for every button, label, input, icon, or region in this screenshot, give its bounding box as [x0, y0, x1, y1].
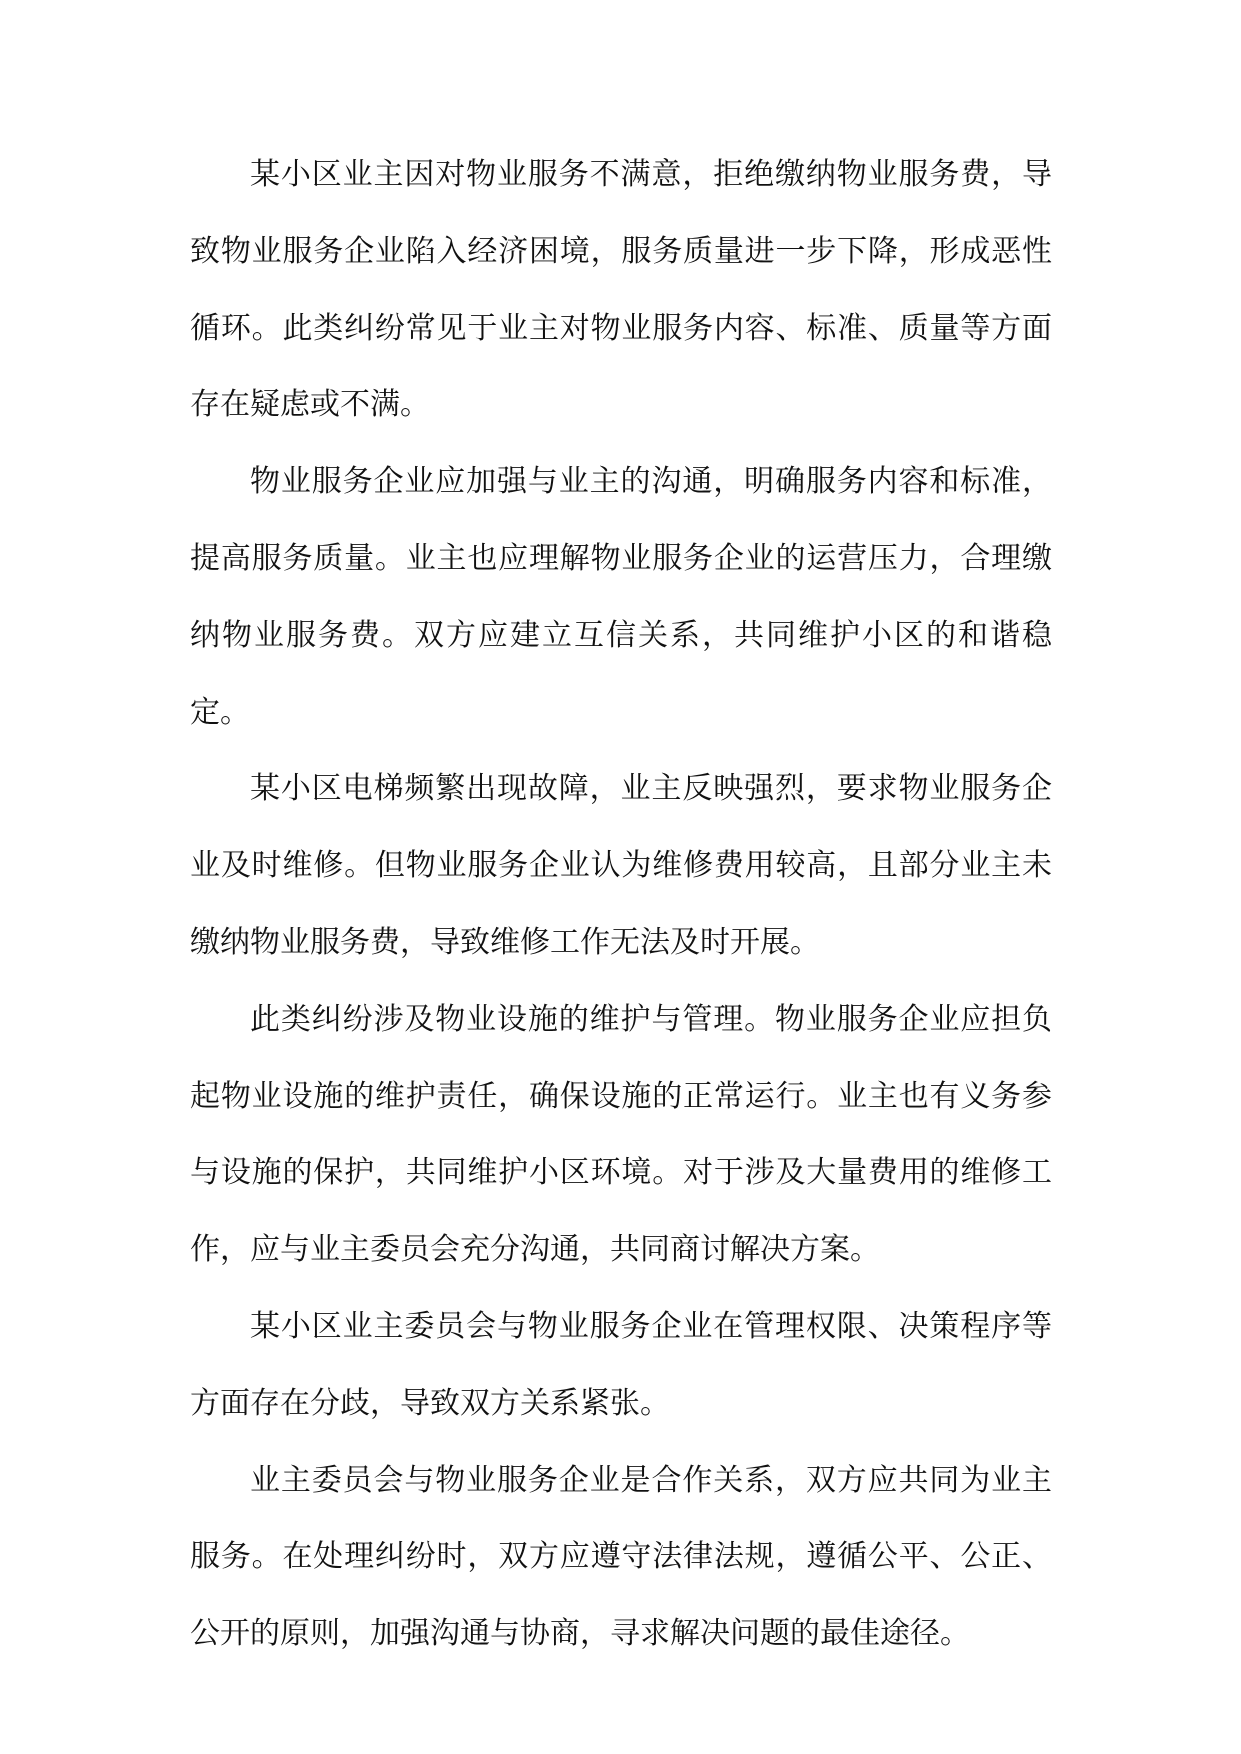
paragraph-6: 业主委员会与物业服务企业是合作关系，双方应共同为业主服务。在处理纠纷时，双方应遵守法律法规，遵循公平、公正、公开的原则，加强沟通与协商，寻求解决问题的最佳途径。 — [190, 1462, 1052, 1652]
paragraph-4: 此类纠纷涉及物业设施的维护与管理。物业服务企业应担负起物业设施的维护责任，确保设施的正常运行。业主也有义务参与设施的保护，共同维护小区环境。对于涉及大量费用的维修工作，应与业主委员会充分沟通，共同商讨解决方案。 — [190, 1001, 1052, 1268]
paragraph-5: 某小区业主委员会与物业服务企业在管理权限、决策程序等方面存在分歧，导致双方关系紧张。 — [190, 1308, 1052, 1421]
paragraph-2: 物业服务企业应加强与业主的沟通，明确服务内容和标准，提高服务质量。业主也应理解物业服务企业的运营压力，合理缴纳物业服务费。双方应建立互信关系，共同维护小区的和谐稳定。 — [190, 464, 1052, 730]
document-body — [190, 137, 1052, 1673]
paragraph-3: 某小区电梯频繁出现故障，业主反映强烈，要求物业服务企业及时维修。但物业服务企业认为维修费用较高，且部分业主未缴纳物业服务费，导致维修工作无法及时开展。 — [190, 771, 1052, 960]
paragraph-1: 某小区业主因对物业服务不满意，拒绝缴纳物业服务费，导致物业服务企业陷入经济困境，服务质量进一步下降，形成恶性循环。此类纠纷常见于业主对物业服务内容、标准、质量等方面存在疑虑或不满。 — [190, 157, 1052, 423]
